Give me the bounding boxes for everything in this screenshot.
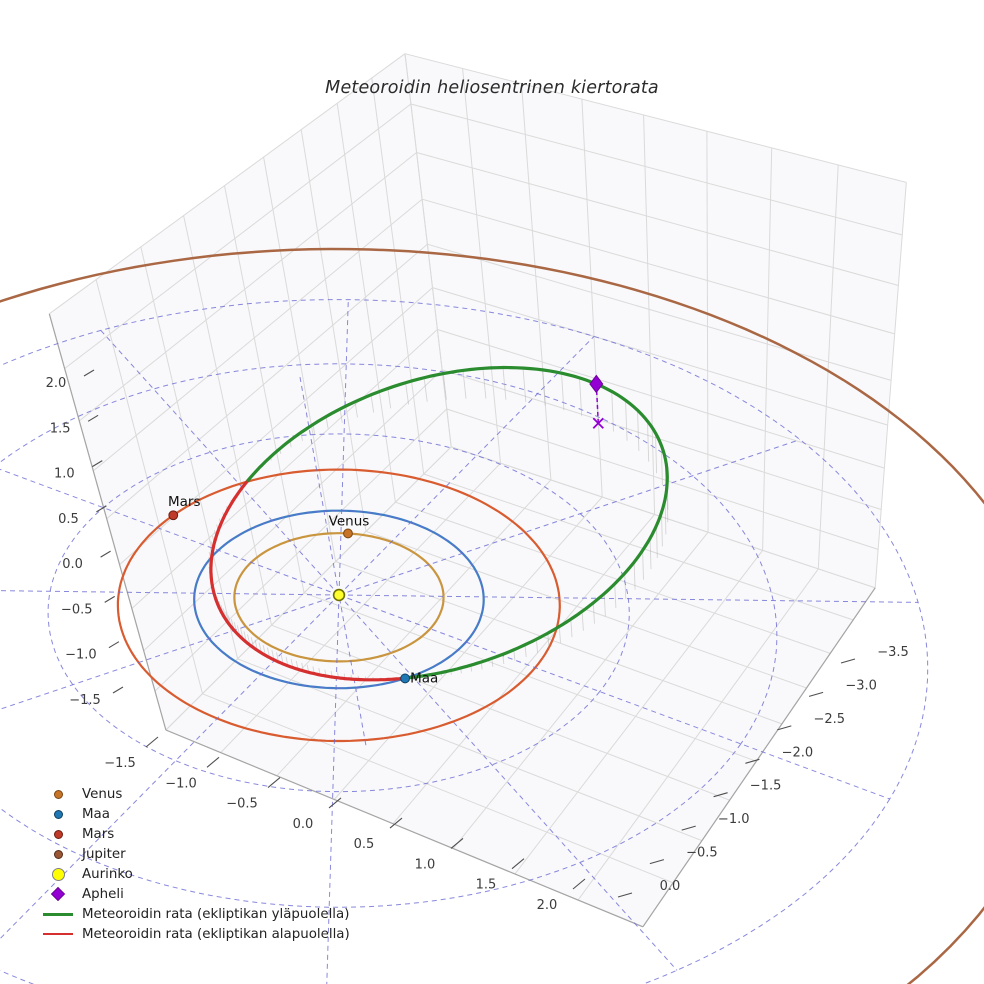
legend-label: Venus xyxy=(82,787,123,803)
z-tick-label: −0.5 xyxy=(60,602,93,618)
legend-label: Apheli xyxy=(82,886,124,902)
maa-label: Maa xyxy=(410,670,439,687)
legend-item-maa xyxy=(40,805,350,825)
venus-dot xyxy=(344,529,353,538)
legend-item-meteoroidin-rata-ekliptikan-alapuolella xyxy=(40,924,350,944)
y-tick-label: −2.5 xyxy=(813,711,846,727)
orbit-line-swatch-icon xyxy=(43,933,73,936)
jupiter-marker-icon xyxy=(54,850,63,859)
legend-label: Maa xyxy=(82,807,110,823)
z-tick-label: 2.0 xyxy=(45,376,67,391)
mars-label: Mars xyxy=(168,494,201,511)
aurinko-marker-icon xyxy=(52,868,65,881)
x-tick-label: −1.0 xyxy=(165,776,197,792)
y-tick-label: −3.5 xyxy=(877,645,909,660)
legend-marker-cell xyxy=(40,889,76,899)
maa-dot xyxy=(401,674,410,683)
legend-label: Meteoroidin rata (ekliptikan alapuolella) xyxy=(82,926,350,942)
legend-label: Meteoroidin rata (ekliptikan yläpuolella) xyxy=(82,906,350,922)
orbit-line-swatch-icon xyxy=(43,913,73,916)
x-tick-label: 0.0 xyxy=(292,816,314,832)
legend-marker-cell xyxy=(40,850,76,859)
legend-item-venus xyxy=(40,785,350,805)
legend-item-apheli xyxy=(40,884,350,904)
x-tick-label: 2.0 xyxy=(536,897,558,913)
z-tick-label: 0.0 xyxy=(62,557,83,573)
legend-marker-cell xyxy=(40,810,76,819)
legend-marker-cell xyxy=(40,913,76,916)
z-tick-label: −1.0 xyxy=(65,647,97,663)
legend-marker-cell xyxy=(40,933,76,936)
legend-label: Jupiter xyxy=(82,847,126,863)
venus-label: Venus xyxy=(328,513,370,530)
legend-item-aurinko xyxy=(40,865,350,885)
mars-marker-icon xyxy=(54,830,63,839)
z-tick-label: −1.5 xyxy=(69,692,101,708)
y-tick-label: −1.0 xyxy=(717,812,750,828)
legend-item-meteoroidin-rata-ekliptikan-yl-puolella xyxy=(40,904,350,924)
legend-item-mars xyxy=(40,825,350,845)
x-tick-label: 1.5 xyxy=(475,877,497,893)
venus-marker-icon xyxy=(54,790,63,799)
y-tick-label: −0.5 xyxy=(686,845,718,861)
chart-title: Meteoroidin heliosentrinen kiertorata xyxy=(325,78,659,98)
legend-marker-cell xyxy=(40,868,76,881)
maa-marker-icon xyxy=(54,810,63,819)
z-tick-label: 1.5 xyxy=(49,421,71,437)
sun-marker xyxy=(334,590,345,601)
mars-dot xyxy=(169,511,178,520)
z-tick-label: 1.0 xyxy=(53,466,75,482)
y-tick-label: 0.0 xyxy=(659,879,681,895)
legend-marker-cell xyxy=(40,830,76,839)
apheli-marker-icon xyxy=(51,887,65,901)
legend-label: Mars xyxy=(82,827,115,843)
legend-item-jupiter xyxy=(40,845,350,865)
x-tick-label: 0.5 xyxy=(353,837,375,853)
legend-marker-cell xyxy=(40,790,76,799)
z-tick-label: 0.5 xyxy=(58,511,79,527)
y-tick-label: −3.0 xyxy=(845,678,877,694)
y-tick-label: −1.5 xyxy=(749,778,782,794)
legend-label: Aurinko xyxy=(82,867,133,882)
y-tick-label: −2.0 xyxy=(781,745,814,761)
x-tick-label: 1.0 xyxy=(414,857,436,873)
legend xyxy=(40,785,350,944)
x-tick-label: −1.5 xyxy=(104,756,136,771)
x-tick-label: −0.5 xyxy=(226,796,258,812)
